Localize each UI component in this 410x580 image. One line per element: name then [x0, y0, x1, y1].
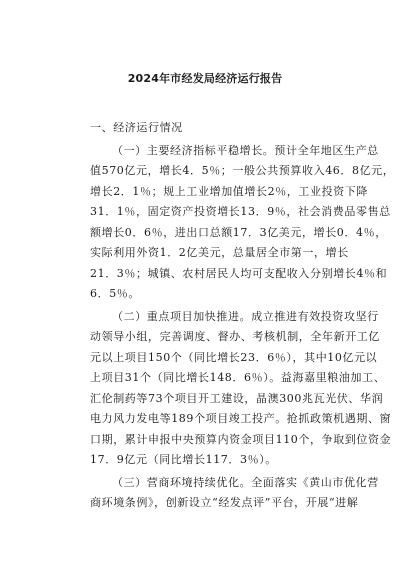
paragraph-line: 增长2．1％；规上工业增加值增长2％，工业投资下降 — [90, 184, 368, 198]
document-title: 2024年市经发局经济运行报告 — [127, 72, 283, 85]
paragraph-line: 上项目31个（同比增长148．6％）。益海嘉里粮油加工、 — [90, 371, 386, 384]
paragraph-line: 商环境条例》，创新设立“经发点评”平台，开展“进解 — [90, 496, 359, 509]
paragraph-line: 元以上项目150个（同比增长23．6％），其中10亿元以 — [90, 350, 378, 364]
paragraph-line: 值570亿元，增长4．5％；一般公共预算收入46．8亿元， — [90, 164, 395, 177]
paragraph-line: （一）主要经济指标平稳增长。预计全年地区生产总 — [112, 143, 379, 157]
paragraph-line: 21．3％；城镇、农村居民人均可支配收入分别增长4％和 — [90, 266, 388, 280]
paragraph-line: 实际利用外资1．2亿美元，总量居全市第一，增长 — [90, 246, 349, 259]
paragraph-line: （二）重点项目加快推进。成立推进有效投资攻坚行 — [112, 309, 379, 323]
paragraph-line: 额增长0．6％，进出口总额17．3亿美元，增长0．4％， — [90, 225, 387, 239]
paragraph-line: 汇伦制药等73个项目开工建设，晶澳300兆瓦光伏、华润 — [90, 391, 384, 405]
paragraph-key-projects — [90, 307, 392, 471]
section-heading: 一、经济运行情况 — [90, 121, 183, 134]
paragraph-line: （三）营商环境持续优化。全面落实《黄山市优化营 — [112, 475, 379, 489]
paragraph-business-environment — [90, 473, 379, 514]
paragraph-line: 口期，累计申报中央预算内资金项目110个，争取到位资金 — [90, 432, 392, 446]
paragraph-economic-indicators — [90, 141, 395, 305]
paragraph-line: 电力风力发电等189个项目竣工投产。抢抓政策机遇期、窗 — [90, 412, 392, 425]
paragraph-line: 6．5％。 — [90, 287, 140, 300]
paragraph-line: 动领导小组，完善调度、督办、考核机制，全年新开工亿 — [90, 330, 380, 343]
paragraph-line: 17．9亿元（同比增长117．3％）。 — [90, 453, 277, 466]
document-body — [90, 118, 395, 516]
paragraph-line: 31．1％，固定资产投资增长13．9％，社会消费品零售总 — [90, 205, 391, 218]
